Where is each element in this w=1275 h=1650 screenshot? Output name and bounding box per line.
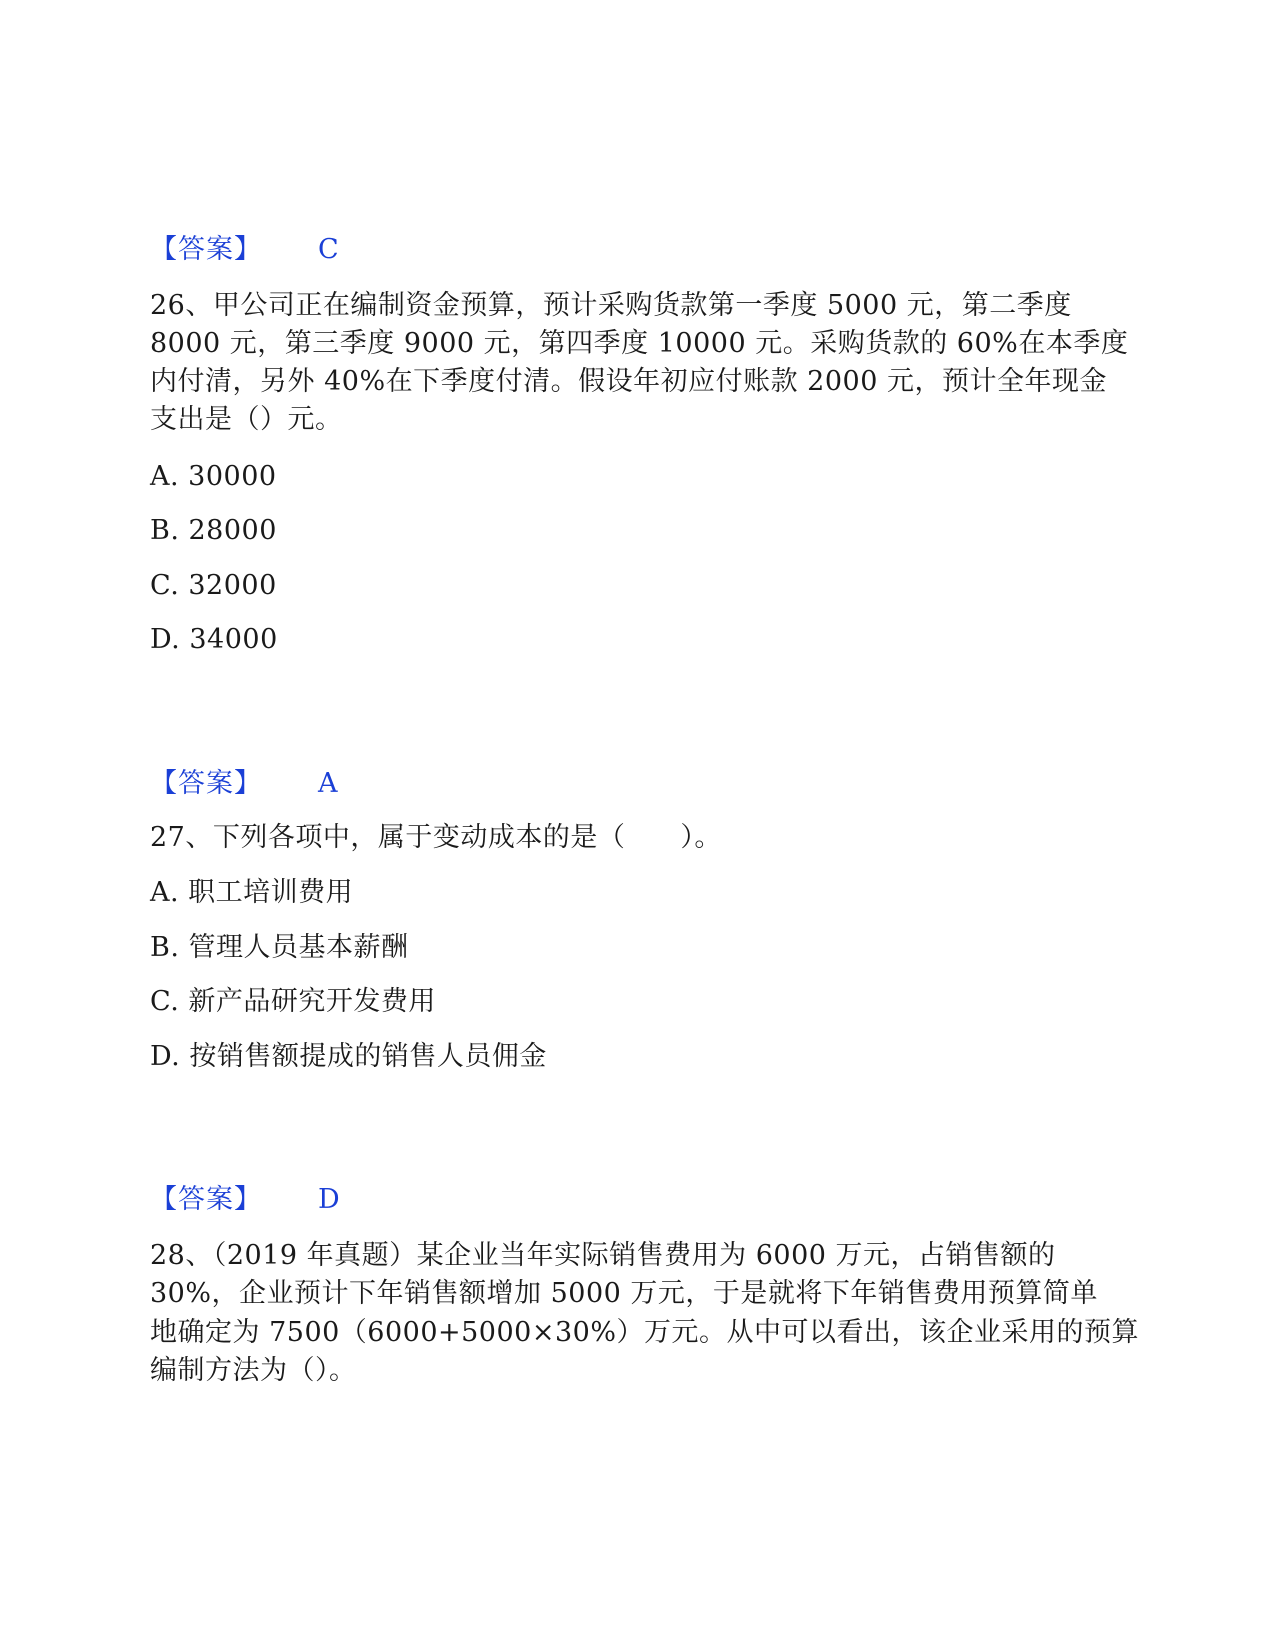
answer-line [150, 230, 339, 270]
answer-line [150, 764, 338, 804]
question-28-line-1: 28、（2019 年真题）某企业当年实际销售费用为 6000 万元，占销售额的 [150, 1240, 1056, 1271]
question-26-line-2: 8000 元，第三季度 9000 元，第四季度 10000 元。采购货款的 60%在本季度 [150, 328, 1129, 359]
question-27-option-d: D. 按销售额提成的销售人员佣金 [150, 1041, 547, 1072]
question-27-option-c: C. 新产品研究开发费用 [150, 986, 436, 1017]
question-26-option-b: B. 28000 [150, 515, 277, 546]
question-26-option-d: D. 34000 [150, 624, 278, 655]
answer-line [150, 1180, 340, 1220]
question-28-line-3: 地确定为 7500（6000+5000×30%）万元。从中可以看出，该企业采用的预算 [150, 1317, 1139, 1348]
answer-label: 【答案】 [150, 1184, 262, 1215]
question-26-line-4: 支出是（）元。 [150, 404, 343, 435]
question-26-option-c: C. 32000 [150, 570, 277, 601]
question-28-line-2: 30%，企业预计下年销售额增加 5000 万元，于是就将下年销售费用预算简单 [150, 1278, 1098, 1309]
question-27-option-a: A. 职工培训费用 [150, 877, 354, 908]
question-26-line-3: 内付清，另外 40%在下季度付清。假设年初应付账款 2000 元，预计全年现金 [150, 366, 1107, 397]
answer-value: C [318, 234, 339, 265]
answer-value: A [318, 768, 338, 799]
question-27-option-b: B. 管理人员基本薪酬 [150, 932, 409, 963]
question-28-line-4: 编制方法为（）。 [150, 1355, 357, 1386]
answer-label: 【答案】 [150, 234, 262, 265]
question-27-line-1: 27、下列各项中，属于变动成本的是（ ）。 [150, 822, 722, 853]
answer-label: 【答案】 [150, 768, 262, 799]
question-26-line-1: 26、甲公司正在编制资金预算，预计采购货款第一季度 5000 元，第二季度 [150, 290, 1072, 321]
question-26-option-a: A. 30000 [150, 461, 277, 492]
answer-value: D [318, 1184, 340, 1215]
